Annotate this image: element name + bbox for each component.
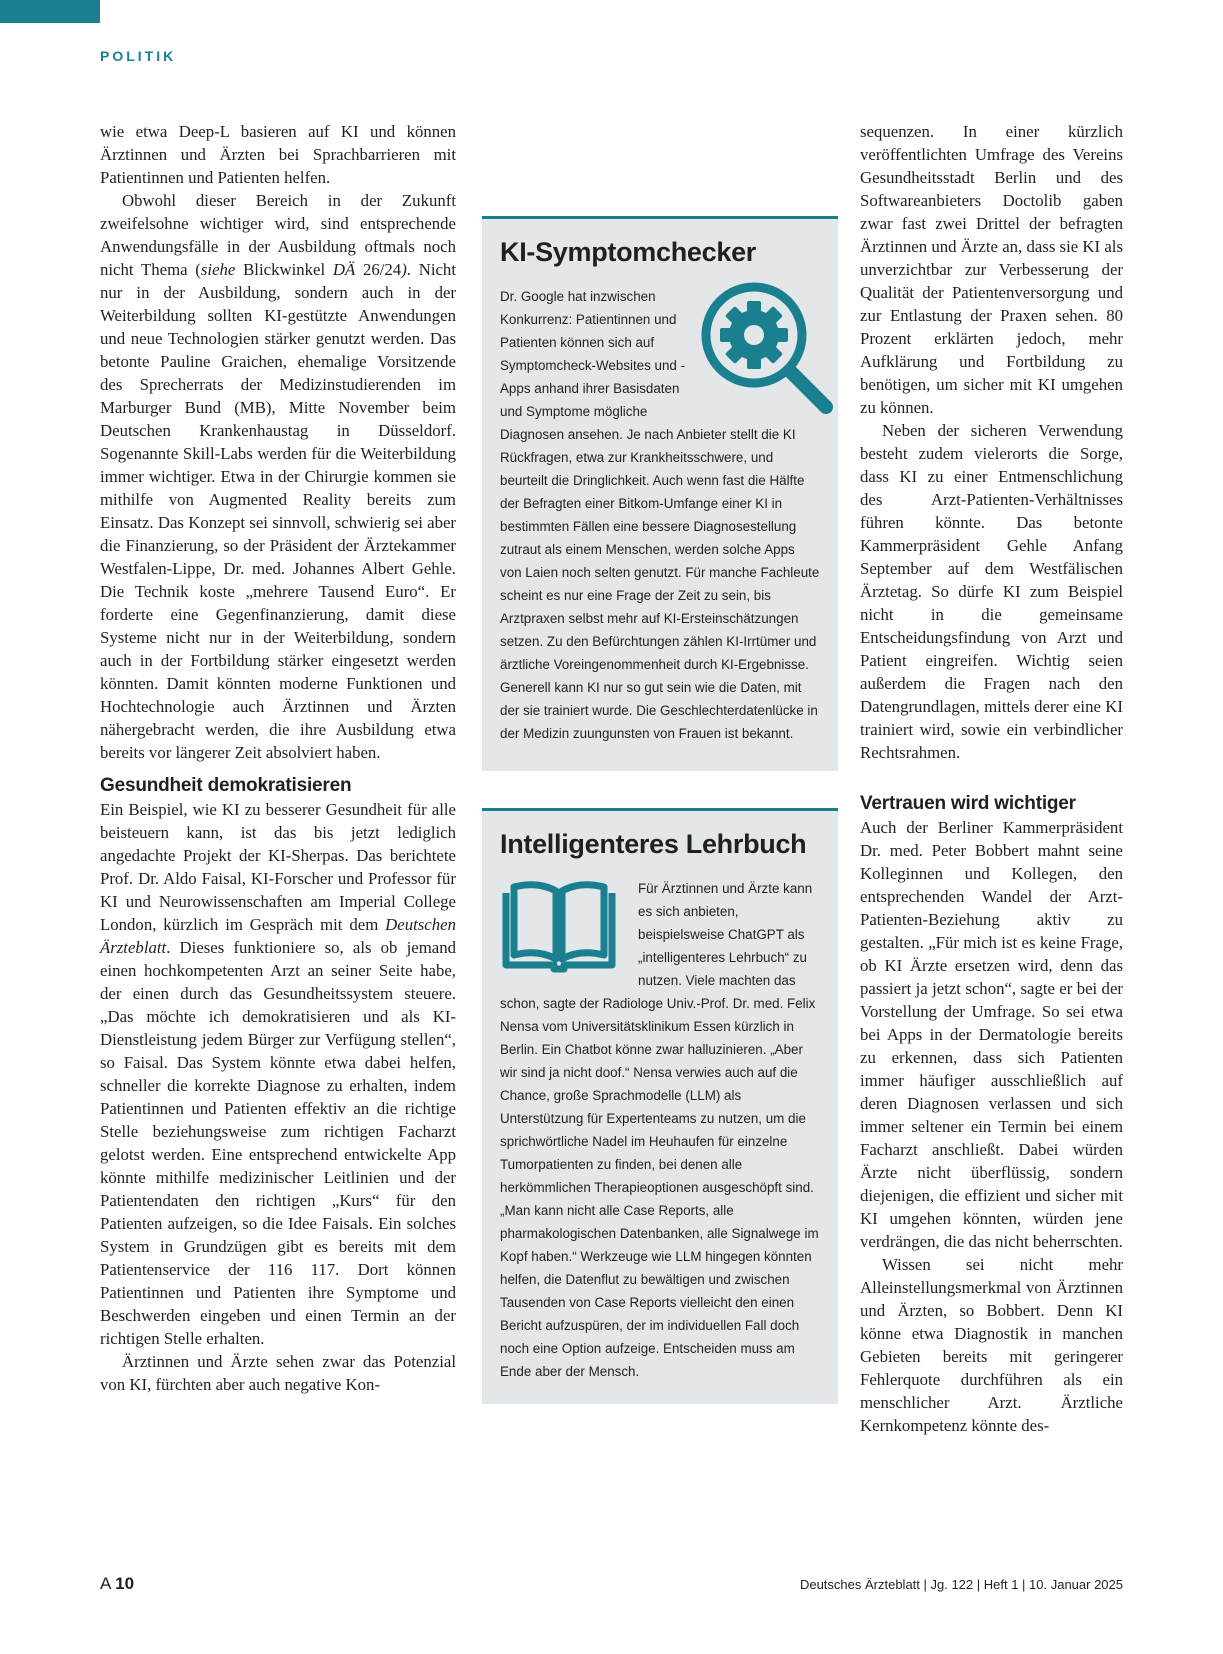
right-column xyxy=(860,120,1123,1437)
box-text: Für Ärztinnen und Ärzte kann es sich anbieten, beispielsweise ChatGPT als „intelligenteres Lehrbuch“ zu nutzen. Viele machten das schon, sagte der Radiologe Univ.-Prof. Dr. med. Felix Nensa vom Universitätsklinikum Essen kürzlich in Berlin. Ein Chatbot könne zwar halluzinieren. „Aber wir sind ja nicht doof.“ Nensa verwies auch auf die Chance, große Sprachmodelle (LLM) als Unterstützung für Expertenteams zu nutzen, um die sprichwörtliche Nadel im Heuhaufen für einzelne Tumorpatienten zu finden, bei denen alle herkömmlichen Therapieoptionen ausgeschöpft sind. „Man kann nicht alle Case Reports, alle pharmakologischen Datenbanken, alle Signalwege im Kopf haben.“ Werkzeuge wie LLM hingegen könnten helfen, die Datenflut zu bewältigen und zwischen Tausenden von Case Reports vielleicht den einen Bericht aufzuspüren, der im individuellen Fall doch noch eine Option aufzeige. Entscheiden muss am Ende aber der Mensch. xyxy=(500,881,819,1379)
subheading: Gesundheit demokratisieren xyxy=(100,775,352,796)
paragraph: wie etwa Deep-L basieren auf KI und können Ärztinnen und Ärzten bei Sprachbarrieren mit Patientinnen und Patienten helfen. xyxy=(100,122,456,187)
paragraph: Ärztinnen und Ärzte sehen zwar das Potenzial von KI, fürchten aber auch negative Kon- xyxy=(100,1352,456,1394)
paragraph: sequenzen. In einer kürzlich veröffentlichten Umfrage des Vereins Gesundheitsstadt Berlin und des Softwareanbieters Doctolib gaben zwar fast zwei Drittel der befragten Ärztinnen und Ärzte an, dass sie KI als unverzichtbar zur Verbesserung der Qualität der Patientenversorgung und zur Entlastung der Praxen sehen. 80 Prozent erklärten jedoch, mehr Aufklärung und Fortbildung zu benötigen, um sicher mit KI umgehen zu können. xyxy=(860,122,1123,417)
info-box-symptomchecker xyxy=(482,216,838,771)
book-icon xyxy=(498,879,620,979)
paragraph: Auch der Berliner Kammerpräsident Dr. med. Peter Bobbert mahnt seine Kolleginnen und Kollegen, den entsprechenden Wandel der Arzt-Patienten-Beziehung aktiv zu gestalten. „Für mich ist es keine Frage, ob KI Ärzte ersetzen wird, denn das passiert ja jetzt schon“, sagte er bei der Vorstellung der Umfrage. So sei etwa bei Apps in der Dermatologie bereits zu erkennen, dass sich Patienten immer häufiger ausschließlich auf deren Diagnosen verlassen und sich immer seltener ein Termin bei einem Facharzt anschließt. Dabei würden Ärzte nicht überflüssig, sondern diejenigen, die effizient und sicher mit KI umgehen könnten, würden jene verdrängen, die das nicht beherrschten. xyxy=(860,818,1123,1251)
paragraph: Neben der sicheren Verwendung besteht zudem vielerorts die Sorge, dass KI zu einer Entmenschlichung des Arzt-Patienten-Verhältnisses führen könnte. Das betonte Kammerpräsident Gehle Anfang September auf dem Westfälischen Ärztetag. So dürfe KI zum Beispiel nicht in die gemeinsame Entscheidungsfindung von Arzt und Patient eingreifen. Wichtig seien außerdem die Fragen nach den Datengrundlagen, mittels derer eine KI trainiert wird, sowie ein verbindlicher Rechtsrahmen. xyxy=(860,421,1123,762)
publication-info: Deutsches Ärzteblatt | Jg. 122 | Heft 1 | 10. Januar 2025 xyxy=(799,1577,1123,1592)
magnifier-gear-icon xyxy=(698,279,834,415)
info-box-lehrbuch xyxy=(482,808,838,1404)
left-column xyxy=(100,120,456,1396)
box-title: KI-Symptomchecker xyxy=(500,237,756,267)
top-accent-bar xyxy=(0,0,100,23)
paragraph: Ein Beispiel, wie KI zu besserer Gesundheit für alle beisteuern kann, ist das bis jetzt lediglich angedachte Projekt der KI-Sherpas. Das berichtete Prof. Dr. Aldo Faisal, KI-Forscher und Professor für KI und Neurowissenschaften am Imperial College London, kürzlich im Gespräch mit dem Deutschen Ärzteblatt. Dieses funktioniere so, als ob jemand einen hochkompetenten Arzt an seiner Seite habe, der einen durch das Gesundheitssystem steuere. „Das möchte ich demokratisieren und als KI-Dienstleistung jedem Bürger zur Verfügung stellen“, so Faisal. Das System könnte etwa dabei helfen, schneller die korrekte Diagnose zu erhalten, indem Patientinnen und Patienten effektiv an die richtige Stelle beziehungsweise zum richtigen Facharzt gelotst werden. Eine entsprechend entwickelte App könnte mithilfe medizinischer Leitlinien und der Patientendaten den richtigen „Kurs“ für den Patienten aufzeigen, so die Idee Faisals. Ein solches System in Grundzügen gibt es bereits mit dem Patientenservice der 116 117. Dort können Patientinnen und Patienten ihre Symptome und Beschwerden eingeben und einen Termin an der richtigen Stelle erhalten. xyxy=(100,800,456,1348)
paragraph: Wissen sei nicht mehr Alleinstellungsmerkmal von Ärztinnen und Ärzten, so Bobbert. Denn KI könne etwa Diagnostik in manchen Gebieten bereits mit geringerer Fehlerquote durchführen als ein menschlicher Arzt. Ärztliche Kernkompetenz könnte des- xyxy=(860,1255,1123,1435)
paragraph: Obwohl dieser Bereich in der Zukunft zweifelsohne wichtiger wird, sind entsprechende Anwendungsfälle in der Ausbildung oftmals noch nicht Thema (siehe Blickwinkel DÄ 26/24). Nicht nur in der Ausbildung, sondern auch in der Weiterbildung sollten KI-gestützte Anwendungen und neue Technologien stärker genutzt werden. Das betonte Pauline Graichen, ehemalige Vorsitzende des Sprecherrats der Medizinstudierenden im Marburger Bund (MB), Mitte November beim Deutschen Krankenhaustag in Düsseldorf. Sogenannte Skill-Labs werden für die Weiterbildung immer wichtiger. Etwa in der Chirurgie kommen sie mithilfe von Augmented Reality bereits zum Einsatz. Das Konzept sei sinnvoll, schwierig sei aber die Finanzierung, so der Präsident der Ärztekammer Westfalen-Lippe, Dr. med. Johannes Albert Gehle. Die Technik koste „mehrere Tausend Euro“. Er forderte eine Gegenfinanzierung, damit diese Systeme nicht nur in der Weiterbildung, sondern auch in der Fortbildung stärker eingesetzt werden könnten. Damit könnten moderne Funktionen und Hochtechnologie auch Ärztinnen und Ärzten nähergebracht werden, die ihre Ausbildung etwa bereits vor längerer Zeit absolviert haben. xyxy=(100,191,456,762)
section-label: POLITIK xyxy=(100,48,177,64)
subheading: Vertrauen wird wichtiger xyxy=(860,793,1076,814)
box-title: Intelligenteres Lehrbuch xyxy=(500,829,807,859)
box-text: Dr. Google hat inzwischen Konkurrenz: Patientinnen und Patienten können sich auf Symptomcheck-Websites und -Apps anhand ihrer Basisdaten und Symptome mögliche Diagnosen ansehen. Je nach Anbieter stellt die KI Rückfragen, etwa zur Krankheitsschwere, und beurteilt die Dringlichkeit. Auch wenn fast die Hälfte der Befragten einer Bitkom-Umfange einer KI in bestimmten Fällen eine bessere Diagnosestellung zutraut als einem Menschen, werden solche Apps von Laien noch selten genutzt. Für manche Fachleute scheint es nur eine Frage der Zeit zu sein, bis Arztpraxen selbst mehr auf KI-Ersteinschätzungen setzen. Zu den Befürchtungen zählen KI-Irrtümer und ärztliche Voreingenommenheit durch KI-Ergebnisse. Generell kann KI nur so gut sein wie die Daten, mit der sie trainiert wurde. Die Geschlechterdatenlücke in der Medizin zuungunsten von Frauen ist bekannt. xyxy=(500,285,820,745)
page-number: A 10 xyxy=(100,1574,135,1593)
